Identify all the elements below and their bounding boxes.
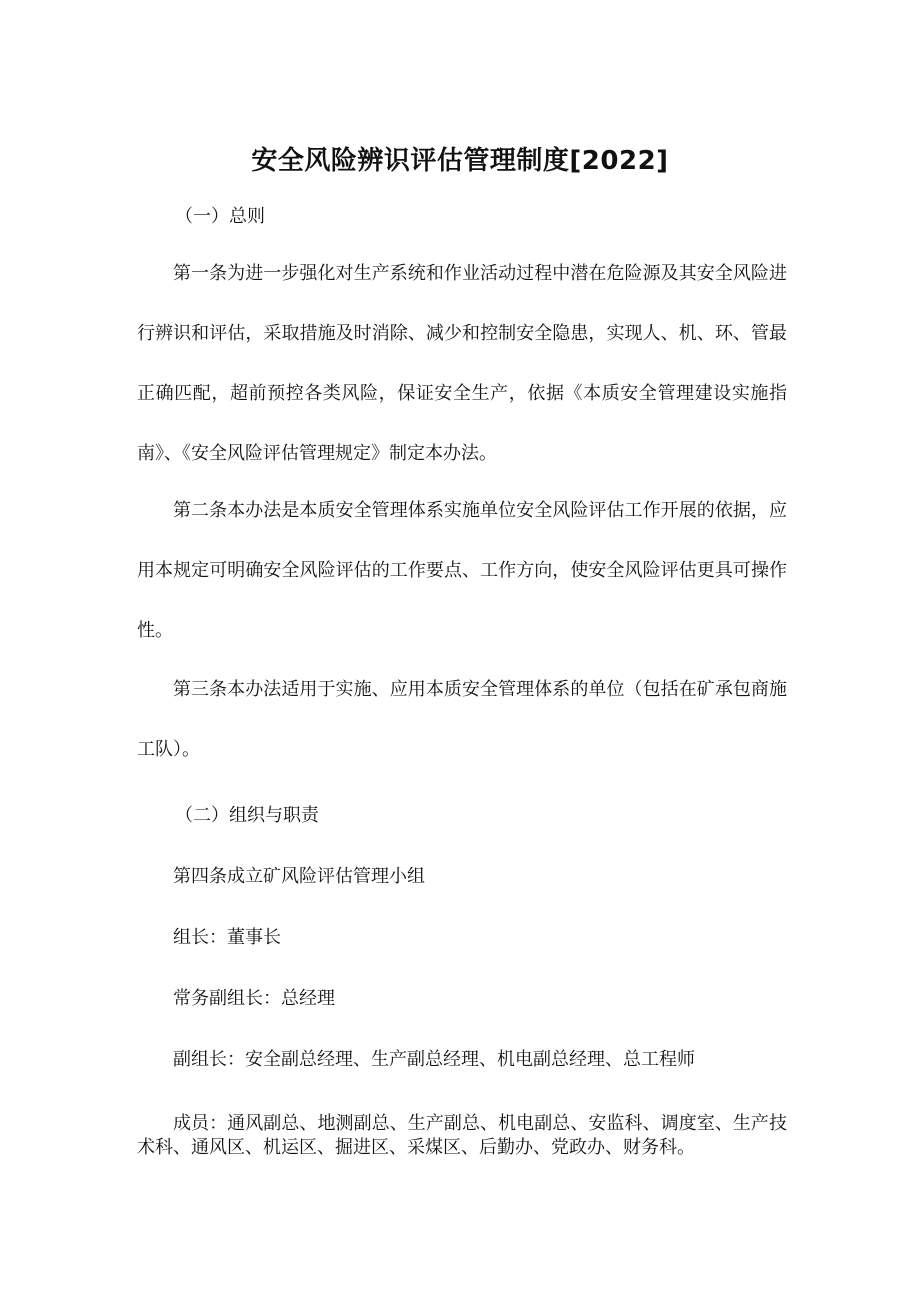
document-title: 安全风险辨识评估管理制度[2022] xyxy=(251,146,669,176)
executive-deputy-line: 常务副组长：总经理 xyxy=(173,988,335,1009)
members-paragraph: 成员：通风副总、地测副总、生产副总、机电副总、安监科、调度室、生产技术科、通风区、机运区、掘进区、采煤区、后勤办、党政办、财务科。 xyxy=(137,1113,787,1158)
section-heading-organization: （二）组织与职责 xyxy=(175,805,319,826)
article-4-line: 第四条成立矿风险评估管理小组 xyxy=(173,866,425,887)
article-1-paragraph: 第一条为进一步强化对生产系统和作业活动过程中潜在危险源及其安全风险进行辨识和评估，采取措施及时消除、减少和控制安全隐患，实现人、机、环、管最正确匹配，超前预控各类风险，保证安全生产，依据《本质安全管理建设实施指南》、《安全风险评估管理规定》制定本办法。 xyxy=(137,263,787,464)
article-3-paragraph: 第三条本办法适用于实施、应用本质安全管理体系的单位（包括在矿承包商施工队）。 xyxy=(137,679,787,760)
article-2-paragraph: 第二条本办法是本质安全管理体系实施单位安全风险评估工作开展的依据，应用本规定可明确安全风险评估的工作要点、工作方向，使安全风险评估更具可操作性。 xyxy=(137,500,787,641)
deputies-line: 副组长：安全副总经理、生产副总经理、机电副总经理、总工程师 xyxy=(173,1049,695,1070)
leader-line: 组长：董事长 xyxy=(173,927,281,948)
section-heading-general: （一）总则 xyxy=(175,206,265,227)
